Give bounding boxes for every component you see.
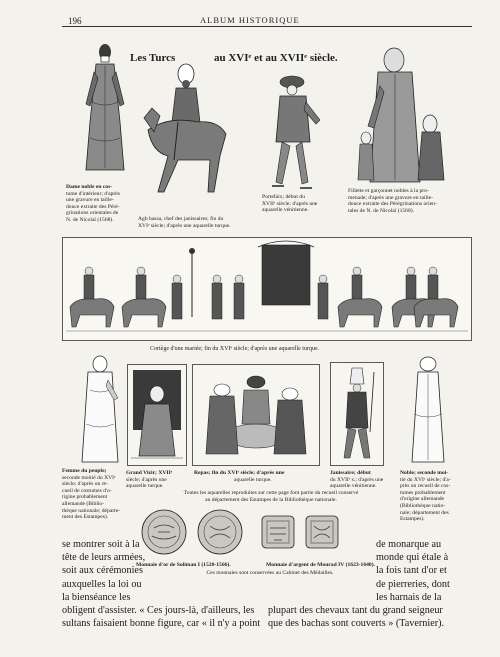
- figure-fillette-garconnet: [354, 46, 454, 186]
- caption-monnaies-conservees: Ces monnaies sont conservées au Cabinet des Médailles.: [206, 570, 334, 576]
- caption-portefaix: Portefaix; début du XVIIᵉ siècle; d'après une aquarelle vénitienne.: [262, 194, 318, 214]
- title-part1: Les Turcs: [130, 52, 176, 64]
- figure-cortege: [62, 237, 472, 341]
- body-text-right-bottom: plupart des chevaux tant du grand seigneur que des bachas sont couverts » (Tavernier).: [268, 605, 445, 630]
- caption-aquarelles: Toutes les aquarelles reproduites sur cette page font partie du recueil conservé au département des Estampes de la Bibliothèque nationale.: [183, 490, 359, 503]
- header-rule: [62, 26, 472, 27]
- caption-cortege: Cortège d'une mariée; fin du XVIᵉ siècle; d'après une aquarelle turque.: [150, 346, 320, 352]
- coin-mourad-2: [304, 514, 340, 550]
- caption-monnaie-argent: Monnaie d'argent de Mourad IV (1623-1640).: [266, 562, 375, 568]
- running-head: ALBUM HISTORIQUE: [200, 15, 300, 25]
- caption-noble: Noble; seconde moi- tié du XVIᵉ siècle; d'a- près un recueil de cos- tumes probablement d'origine allemande (Bibliothèque natio- nale; département des Estampes).: [400, 470, 451, 523]
- figure-repas: [192, 364, 320, 466]
- caption-janissaire: Janissaire; début du XVIIᵉ s.; d'après une aquarelle vénitienne.: [330, 470, 384, 490]
- caption-monnaie-or: Monnaie d'or de Soliman I (1520-1566).: [136, 562, 231, 568]
- figure-grand-vizir: [127, 364, 187, 466]
- caption-vizir: Grand Vizir; XVIIᵉ siècle; d'après une aquarelle turque.: [126, 470, 173, 490]
- body-text-left: se montrer soit à la tête de leurs armées, soit aux cérémonies auxquelles la loi ou la bienséance les obligent d'assister. « Ces jours-là, d'ailleurs, les sultans faisaient bonne figure, car « il n'y a point: [62, 539, 261, 630]
- coin-mourad-1: [260, 514, 296, 550]
- caption-dame: Dame noble en cos- tume d'intérieur; d'après une gravure en taille- douce extraite des Pérè- grinations orientales de N. de Nicolaï (1568).: [66, 184, 120, 223]
- caption-fillette: Fillette et garçonnet nobles à la pro- menade; d'après une gravure en taille- douce extraite des Pérégrinations orien- tales de N. de Nicolaï (1568).: [348, 188, 437, 214]
- figure-femme-du-peuple: [78, 354, 122, 466]
- figure-portefaix: [262, 70, 324, 198]
- figure-janissaire: [330, 362, 384, 466]
- figure-noble: [406, 354, 450, 466]
- figure-dame-noble: [80, 42, 130, 174]
- body-text-right-column: de monarque au monde qui étale à la fois tant d'or et de pierreries, dont les harnais de la: [376, 539, 450, 603]
- caption-femme: Femme du peuple; seconde moitié du XVIᵉ siècle; d'après un re- cueil de costumes d'o- rigine probablement allemande (Biblio- thèque nationale; départe- ment des Estampes).: [62, 468, 121, 521]
- caption-repas: Repas; fin du XVIᵉ siècle; d'après une aquarelle turque.: [194, 470, 285, 483]
- figure-agha-rider: [138, 60, 234, 210]
- page-number: 196: [68, 16, 82, 26]
- caption-agha: Agh bassa, chef des janissaires; fin du XVIᵉ siècle; d'après une aquarelle turque.: [138, 216, 231, 229]
- title-part2: au XVIᵉ et au XVIIᵉ siècle.: [214, 52, 338, 64]
